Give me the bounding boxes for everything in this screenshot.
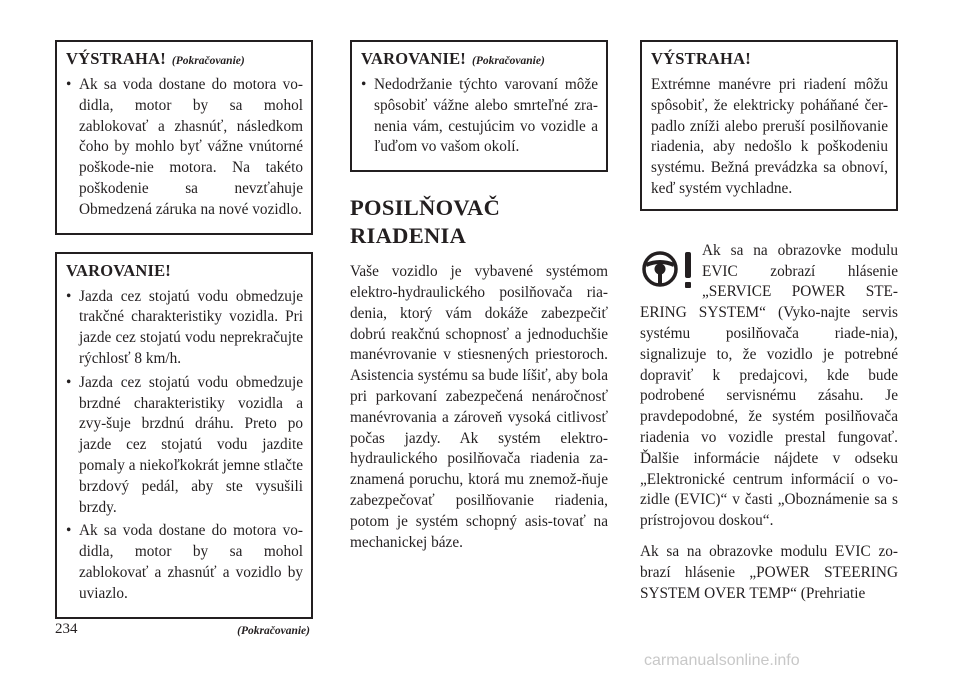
caution-list bbox=[361, 75, 598, 158]
continued-footer: (Pokračovanie) bbox=[237, 624, 310, 637]
column-2 bbox=[350, 40, 608, 563]
list-item: • Jazda cez stojatú vodu obmedzuje brzdné charakteristiky vozidla a zvy-šuje brzdnú dráhu. Preto po jazde cez stojatú vodu jazdite pomaly a niekoľkokrát jemne stlačte brzdový pedál, aby ste vysušili brzdy. bbox=[66, 373, 303, 516]
warning-text: Extrémne manévre pri riadení môžu spôsobiť, že elektricky poháňané čer-padlo zníži alebo preruší posilňovanie riadenia, aby nedošlo k poškodeniu systému. Bežná prevádzka sa obnoví, keď systém vychladne. bbox=[651, 76, 888, 197]
warning-box-vystraha bbox=[640, 40, 898, 211]
caution-title-text: VAROVANIE! bbox=[361, 49, 466, 68]
column-1 bbox=[55, 40, 313, 637]
list-item: • Ak sa voda dostane do motora vo-didla, motor by sa mohol zablokovať a zhasnúť, následkom čoho by mohlo byť vážne vnútorné poškode-nie motora. Na takéto poškodenie sa nevzťahuje Obmedzená záruka na nové vozidlo. bbox=[66, 76, 303, 218]
list-item: • Nedodržanie týchto varovaní môže spôsobiť vážne alebo smrteľné zra-nenia vám, cestujúcim vo vozidle a ľuďom vo vašom okolí. bbox=[361, 76, 598, 156]
watermark: carmanualsonline.info bbox=[644, 652, 800, 669]
list-item: • Ak sa voda dostane do motora vo-didla, motor by sa mohol zablokovať a zhasnúť a vozidlo by uviazlo. bbox=[66, 522, 303, 602]
steering-warning-icon bbox=[640, 247, 698, 291]
list-item: • Jazda cez stojatú vodu obmedzuje trakčné charakteristiky vozidla. Pri jazde cez stojatú vodu neprekračujte rýchlosť 8 km/h. bbox=[66, 287, 303, 367]
evic-overtemp-paragraph: Ak sa na obrazovke modulu EVIC zo-brazí hlásenie „POWER STEERING SYSTEM OVER TEMP“ (Prehriatie bbox=[640, 542, 898, 602]
caution-list bbox=[66, 287, 303, 605]
caution-box-varovanie-continued bbox=[350, 40, 608, 172]
warning-title: VÝSTRAHA! bbox=[651, 49, 751, 68]
warning-title-text: VÝSTRAHA! bbox=[66, 49, 166, 68]
section-paragraph: Vaše vozidlo je vybavené systémom elektro-hydraulického posilňovača ria-denia, ktorý vám dokáže zabezpečiť dobrú reakčnú schopnosť a jednoduchšie manévrovanie v stiesnených priestoroch. Asistencia systému sa bude líšiť, aby bola pri parkovaní zabezpečená nenáročnosť manévrovania a zároveň vysoká citlivosť počas jazdy. Ak systém elektro-hydraulického posilňovača riadenia za-znamená poruchu, ktorá mu znemož-ňuje zabezpečovať posilňovanie riadenia, potom je systém schopný asis-tovať na mechanickej báze. bbox=[350, 263, 608, 551]
page-number: 234 bbox=[55, 621, 78, 637]
caution-title: VAROVANIE! bbox=[66, 260, 171, 280]
evic-service-paragraph: Ak sa na obrazovke modulu EVIC zobrazí hlásenie „SERVICE POWER STE-ERING SYSTEM“ (Vyko-najte servis systému posilňovača riade-nia), signalizuje to, že vozidlo je potrebné dopraviť k predajcovi, kde bude podrobené servisnému zásahu. Je pravdepodobné, že systém posilňovača riadenia vo vozidle prestal fungovať. Ďalšie informácie nájdete v odseku „Elektronické centrum informácií o vo-zidle (EVIC)“ v časti „Oboznámenie sa s prístrojovou doskou“. bbox=[640, 241, 898, 530]
continued-label: (Pokračovanie) bbox=[472, 55, 545, 67]
column-3 bbox=[640, 40, 898, 614]
warning-box-vystraha bbox=[55, 40, 313, 235]
section-heading: POSILŇOVAČ RIADENIA bbox=[350, 195, 501, 249]
continued-label: (Pokračovanie) bbox=[171, 55, 245, 67]
caution-box-varovanie bbox=[55, 252, 313, 619]
warning-title bbox=[66, 49, 303, 69]
caution-title bbox=[361, 49, 598, 69]
warning-list bbox=[66, 75, 303, 221]
